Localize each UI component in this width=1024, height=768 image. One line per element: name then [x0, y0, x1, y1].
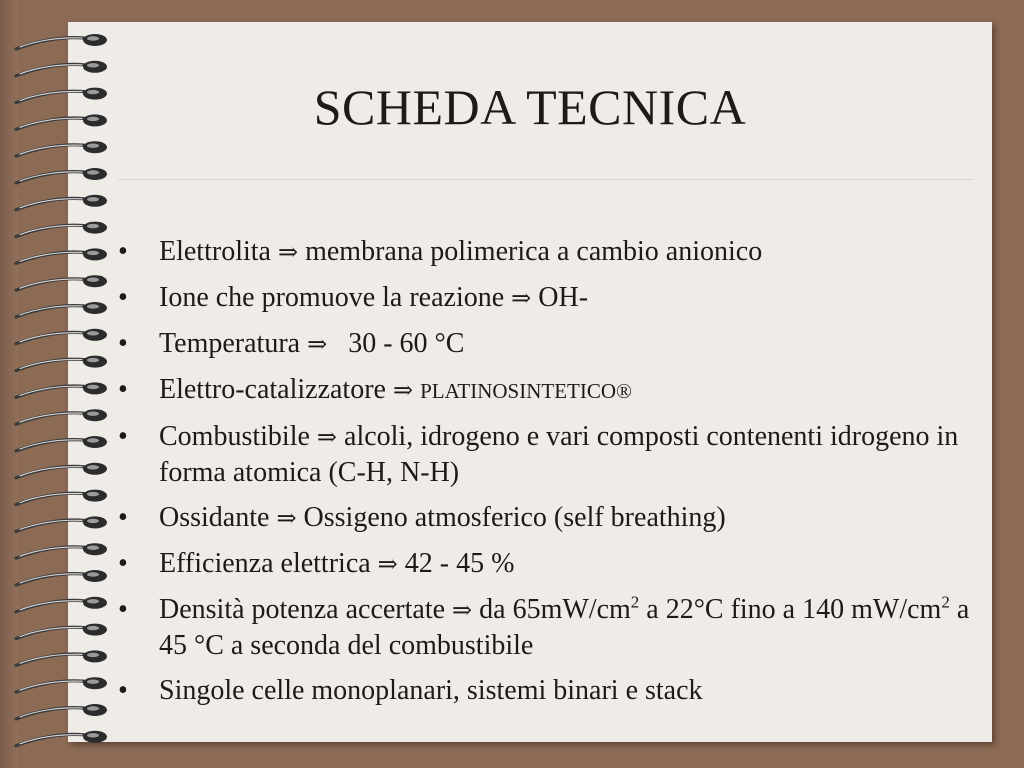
binding-ring — [16, 61, 107, 76]
binding-ring — [16, 382, 107, 397]
slide-title: SCHEDA TECNICA — [313, 79, 747, 135]
implies-arrow-icon: ⇒ — [276, 504, 297, 532]
binding-ring — [16, 543, 107, 558]
spec-item-celle — [118, 673, 988, 708]
binding-ring — [16, 650, 107, 665]
binding-ring — [16, 677, 107, 692]
spec-value: membrana polimerica a cambio anionico — [305, 236, 763, 267]
spec-item-combustibile — [118, 419, 988, 490]
binding-ring — [16, 302, 107, 317]
bullet-icon: • — [118, 282, 128, 313]
spec-label: Combustibile — [159, 421, 310, 452]
spec-value: 42 - 45 % — [404, 548, 515, 579]
binding-ring — [16, 597, 107, 612]
spec-label: Densità potenza accertate — [159, 594, 446, 625]
binding-ring — [16, 34, 107, 49]
binding-ring — [16, 624, 107, 639]
bullet-icon: • — [118, 374, 128, 405]
spec-value: PLATINOSINTETICO® — [420, 379, 633, 403]
implies-arrow-icon: ⇒ — [277, 238, 299, 266]
spec-value-part2: a 22°C fino a 140 mW/cm — [646, 594, 942, 625]
binding-ring — [16, 356, 107, 371]
binding-ring — [16, 222, 107, 237]
spec-value-part1: da 65mW/cm — [479, 594, 631, 625]
spec-value: Ossigeno atmosferico (self breathing) — [303, 502, 726, 533]
bullet-icon: • — [118, 236, 128, 267]
spec-label: Efficienza elettrica — [159, 548, 371, 579]
binding-ring — [16, 141, 107, 156]
binding-ring — [16, 731, 107, 746]
spec-item-catalizzatore — [118, 372, 988, 409]
spec-value: alcoli, idrogeno e vari composti contenenti idrogeno in forma atomica (C-H, N-H) — [159, 421, 959, 488]
binding-ring — [16, 248, 107, 263]
binding-ring — [16, 516, 107, 531]
binding-ring — [16, 436, 107, 451]
bullet-icon: • — [118, 421, 128, 452]
spec-item-ossidante — [118, 500, 988, 536]
implies-arrow-icon: ⇒ — [452, 596, 473, 624]
spec-label: Ossidante — [159, 502, 270, 533]
spec-label: Temperatura — [159, 328, 301, 359]
spec-label: Elettro-catalizzatore — [159, 374, 386, 405]
bullet-icon: • — [118, 548, 128, 579]
spec-label: Ione che promuove la reazione — [159, 282, 505, 313]
spec-item-ione — [118, 280, 988, 316]
implies-arrow-icon: ⇒ — [316, 423, 338, 451]
spec-value: 30 - 60 °C — [348, 328, 465, 359]
spec-item-elettrolita — [118, 234, 988, 270]
bullet-icon: • — [118, 328, 128, 359]
superscript: 2 — [630, 592, 640, 612]
spec-item-temperatura — [118, 326, 988, 362]
title-divider — [118, 179, 974, 180]
spec-value-part3: a 45 °C a seconda del combustibile — [159, 594, 970, 661]
binding-ring — [16, 409, 107, 424]
superscript: 2 — [941, 592, 950, 612]
binding-ring — [16, 490, 107, 505]
bullet-icon: • — [118, 594, 128, 625]
binding-ring — [16, 704, 107, 719]
binding-ring — [16, 329, 107, 344]
spec-text: Singole celle monoplanari, sistemi binari e stack — [159, 675, 703, 706]
spec-list — [118, 234, 988, 718]
binding-ring — [16, 195, 107, 210]
spec-item-densita — [118, 592, 988, 663]
binding-ring — [16, 570, 107, 585]
binding-ring — [16, 275, 107, 290]
implies-arrow-icon: ⇒ — [392, 376, 414, 404]
implies-arrow-icon: ⇒ — [511, 284, 532, 312]
implies-arrow-icon: ⇒ — [307, 330, 328, 358]
binding-ring — [16, 463, 107, 478]
binding-ring — [16, 168, 107, 183]
spec-item-efficienza — [118, 546, 988, 582]
spec-label: Elettrolita — [159, 236, 271, 267]
bullet-icon: • — [118, 675, 128, 706]
bullet-icon: • — [118, 502, 128, 533]
spec-value: OH- — [538, 282, 589, 313]
implies-arrow-icon: ⇒ — [377, 550, 398, 578]
